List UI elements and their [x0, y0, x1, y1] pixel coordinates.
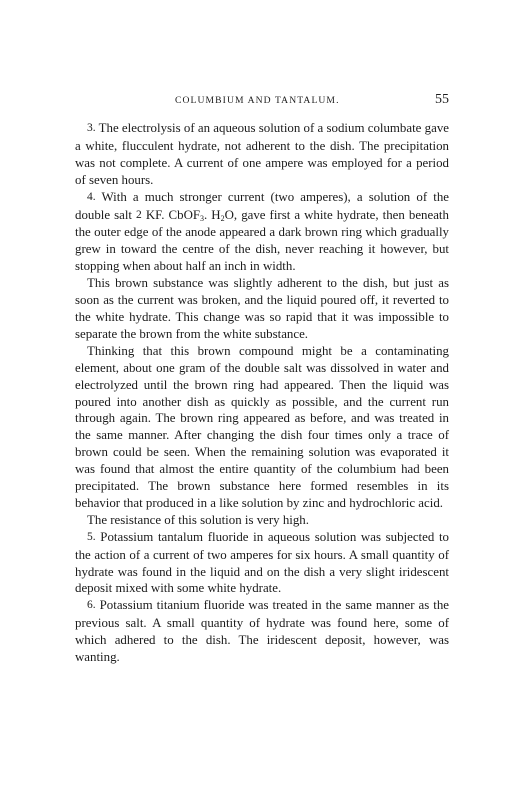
body-text: [75, 120, 449, 666]
paragraph-4: [75, 189, 449, 276]
chemical-formula: 2 KF. CbOF$_3$. $H_2O$,: [136, 207, 238, 223]
paragraph-resistance: [75, 512, 449, 529]
paragraph-contaminating-element: [75, 343, 449, 512]
paragraph-text: Potassium tantalum fluoride in aqueous solution was subjected to the action of a current of two amperes for six hours. A small quantity of hydrate was found in the liquid and on the dish a very slight iridescent deposit mixed with some white hydrate.: [75, 529, 449, 596]
paragraph-text: The electrolysis of an aqueous solution of a sodium columbate gave a white, flucculent hydrate, not adherent to the dish. The precipitation was not complete. A current of one ampere was employed for a period of seven hours.: [75, 121, 449, 187]
item-number: 3.: [87, 122, 96, 134]
running-head: COLUMBIUM AND TANTALUM.: [175, 95, 340, 106]
paragraph-6: [75, 597, 449, 666]
page-header: [75, 92, 449, 112]
paragraph-text: The resistance of this solution is very high.: [87, 512, 309, 527]
paragraph-text: gave first a white hydrate, then beneath the outer edge of the anode appeared a dark brown ring which gradually grew in toward the centre of the dish, never reaching it however, but stopping when about half an inch in width.: [75, 207, 449, 274]
item-number: 4.: [87, 190, 96, 203]
paragraph-text: Thinking that this brown compound might be a contaminating element, about one gram of the double salt was dissolved in water and electrolyzed until the brown ring had appeared. Then the liquid was poured into another dish as quickly as possible, and the current run through again. The brown ring appeared as before, and was treated in the same manner. After changing the dish four times only a trace of brown could be seen. When the remaining solution was evaporated it was found that almost the entire quantity of the columbium had been precipitated. The brown substance here formed resembles in its behavior that produced in a like solution by zinc and hydrochloric acid.: [75, 343, 449, 510]
item-number: 6.: [87, 599, 96, 612]
paragraph-text: Potassium titanium fluoride was treated in the same manner as the previous salt. A small quantity of hydrate was found here, some of which adhered to the dish. The iridescent deposit, however, was wanting.: [75, 598, 449, 665]
page-number: 55: [435, 92, 449, 107]
paragraph-text: With a much stronger current (two amperes), a solution of the double salt: [75, 189, 449, 222]
item-number: 5.: [87, 530, 96, 543]
paragraph-brown-substance: [75, 275, 449, 343]
paragraph-3: [75, 120, 449, 189]
paragraph-text: This brown substance was slightly adherent to the dish, but just as soon as the current was broken, and the liquid poured off, it reverted to the white hydrate. This change was so rapid that it was impossible to separate the brown from the white substance.: [75, 276, 449, 341]
paragraph-5: [75, 529, 449, 598]
